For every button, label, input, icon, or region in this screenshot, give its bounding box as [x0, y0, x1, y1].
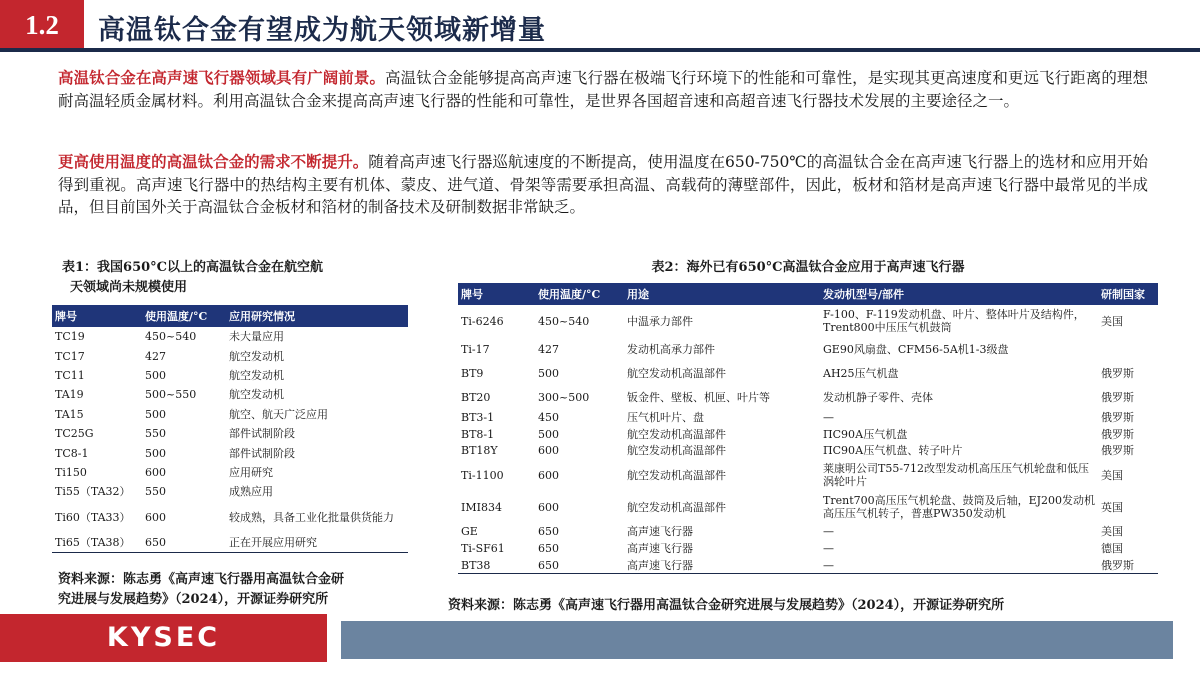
table2-cell [1098, 337, 1158, 361]
table2-cell: 高声速飞行器 [627, 558, 693, 572]
table2-cell: 俄罗斯 [1101, 427, 1134, 441]
table2-cell: BT20 [461, 390, 491, 404]
table1-source-line2: 究进展与发展趋势》（2024），开源证券研究所 [58, 592, 329, 607]
table2-cell: Ti-SF61 [461, 542, 505, 556]
table2-cell: 德国 [1101, 542, 1123, 556]
table1-cell: 500 [145, 407, 166, 421]
table2-cell: 美国 [1101, 525, 1123, 539]
table2-cell: Ti-17 [461, 342, 490, 356]
table2-cell: BT38 [461, 558, 491, 572]
table2-cell: 600 [538, 444, 559, 458]
table1-cell: 600 [145, 511, 166, 525]
table2-cell: 美国 [1101, 314, 1123, 328]
table1-cell: Ti150 [55, 465, 87, 479]
table2-row [458, 385, 1158, 409]
table1-row [52, 346, 408, 365]
table2-cell: 航空发动机高温部件 [627, 366, 726, 380]
table1-row [52, 502, 408, 534]
paragraph-2-body: 随着高声速飞行器巡航速度的不断提高，使用温度在650-750℃的高温钛合金在高声速飞行器上的选材和应用开始得到重视。高声速飞行器中的热结构主要有机体、蒙皮、进气道、骨架等需要承担高温、高载荷的薄壁部件，因此，板材和箔材是高声速飞行器中最常见的半成品，但目前国外关于高温钛合金板材和箔材的制备技术及研制数据非常缺乏。 [58, 153, 1148, 216]
table1-cell: 航空发动机 [229, 388, 284, 402]
table2-header-row [458, 283, 1158, 305]
table1-cell: TA15 [55, 407, 84, 421]
paragraph-2 [58, 151, 1148, 219]
table2-row [458, 361, 1158, 385]
table2-cell: BT3-1 [461, 410, 495, 424]
table2-cell: 650 [538, 558, 559, 572]
table2-cell: 俄罗斯 [1101, 410, 1134, 424]
section-number: 1.2 [0, 0, 84, 50]
table1-caption-line2: 天领域尚未规模使用 [70, 280, 188, 295]
table2-cell: Ti-1100 [461, 468, 504, 482]
table1-cell: TC19 [55, 330, 85, 344]
table2-cell: 发动机静子零件、壳体 [823, 390, 933, 404]
paragraph-1-lead: 高温钛合金在高声速飞行器领域具有广阔前景。 [58, 68, 386, 87]
page-title: 高温钛合金有望成为航天领域新增量 [98, 15, 546, 46]
paragraph-1 [58, 67, 1148, 112]
table1-cell: 航空、航天广泛应用 [229, 407, 328, 421]
table2-cell: GE90风扇盘、CFM56-5A机1-3级盘 [823, 342, 1009, 356]
table1-row [52, 482, 408, 501]
table2-cell: 450~540 [538, 314, 590, 328]
table2-cell: Ti-6246 [461, 314, 504, 328]
footer-bar [341, 621, 1173, 659]
table1-cell: TC11 [55, 368, 85, 382]
table2-cell: 压气机叶片、盘 [627, 410, 704, 424]
table1-source-line1: 资料来源：陈志勇《高声速飞行器用高温钛合金研 [58, 572, 345, 587]
table1-cell: Ti55（TA32） [55, 485, 131, 499]
table1-cell: 航空发动机 [229, 368, 284, 382]
table2-cell: 航空发动机高温部件 [627, 468, 726, 482]
table2-row [458, 305, 1158, 337]
table1-cell: 550 [145, 485, 166, 499]
table2-cell: — [823, 410, 834, 424]
table1-cell: 航空发动机 [229, 349, 284, 363]
table1-row [52, 366, 408, 385]
table2-cell: 航空发动机高温部件 [627, 444, 726, 458]
table2-header-cell: 研制国家 [1098, 283, 1158, 305]
paragraph-1-body: 高温钛合金能够提高高声速飞行器在极端飞行环境下的性能和可靠性，是实现其更高速度和更远飞行距离的理想耐高温轻质金属材料。利用高温钛合金来提高高声速飞行器的性能和可靠性，是世界各国超音速和高超音速飞行器技术发展的主要途径之一。 [58, 69, 1148, 110]
table2-cell: Trent700高压压气机轮盘、鼓筒及后轴，EJ200发动机高压压气机转子，普惠PW350发动机 [823, 494, 1096, 521]
table2-cell: 600 [538, 500, 559, 514]
table2-source: 资料来源：陈志勇《高声速飞行器用高温钛合金研究进展与发展趋势》（2024），开源证券研究所 [448, 598, 1005, 613]
table1-cell: 500~550 [145, 388, 197, 402]
table2-cell: 中温承力部件 [627, 314, 693, 328]
table1-caption-line1: 表1：我国650°C以上的高温钛合金在航空航 [62, 260, 324, 275]
table1-cell: 正在开展应用研究 [229, 536, 317, 550]
table1-header-cell: 牌号 [52, 305, 142, 327]
table2-cell: 美国 [1101, 468, 1123, 482]
table1-row [52, 385, 408, 404]
table2-cell: ПС90А压气机盘 [823, 427, 908, 441]
table2-cell: BT18Y [461, 444, 498, 458]
table2-cell: 钣金件、壁板、机匣、叶片等 [627, 390, 770, 404]
table1-row [52, 424, 408, 443]
kysec-logo: KYSEC [106, 622, 221, 653]
table2-row [458, 540, 1158, 557]
table2-cell: 300~500 [538, 390, 590, 404]
table1-cell: 应用研究 [229, 465, 273, 479]
table2-cell: 500 [538, 366, 559, 380]
table2-row [458, 443, 1158, 460]
table1-header-cell: 使用温度/°C [142, 305, 226, 327]
table1-cell: Ti60（TA33） [55, 511, 131, 525]
slide-header [0, 0, 1200, 50]
table2-header-cell: 使用温度/°C [535, 283, 624, 305]
table1-cell: 成熟应用 [229, 485, 273, 499]
table2-row [458, 523, 1158, 540]
table1-cell: 450~540 [145, 330, 197, 344]
table2-cell: 俄罗斯 [1101, 366, 1134, 380]
paragraph-2-lead: 更高使用温度的高温钛合金的需求不断提升。 [58, 152, 369, 171]
table2-cell: 俄罗斯 [1101, 558, 1134, 572]
table1-cell: TC25G [55, 427, 94, 441]
table2-row [458, 409, 1158, 426]
table2-cell: BT8-1 [461, 427, 495, 441]
table2-cell: 427 [538, 342, 559, 356]
table1-cell: 427 [145, 349, 166, 363]
table1-cell: TA19 [55, 388, 84, 402]
table2-cell: 发动机高承力部件 [627, 342, 715, 356]
table2-row [458, 459, 1158, 491]
table2-cell: 450 [538, 410, 559, 424]
table2-cell: 航空发动机高温部件 [627, 427, 726, 441]
table2-cell: GE [461, 525, 478, 539]
table1-source [58, 570, 428, 610]
table2-cell: 高声速飞行器 [627, 525, 693, 539]
table2-cell: 500 [538, 427, 559, 441]
table2-row [458, 557, 1158, 574]
table2-cell: 600 [538, 468, 559, 482]
table2-cell: F-100、F-119发动机盘、叶片、整体叶片及结构件，Trent800中压压气机鼓筒 [823, 308, 1085, 334]
table1-row [52, 534, 408, 553]
table2-header-cell: 用途 [624, 283, 820, 305]
table2-cell: 英国 [1101, 500, 1123, 514]
header-divider [0, 48, 1200, 52]
table2-cell: — [823, 558, 834, 572]
table1-header-row [52, 305, 408, 327]
table1-header-cell: 应用研究情况 [226, 305, 408, 327]
table2-header-cell: 牌号 [458, 283, 535, 305]
table1-row [52, 405, 408, 424]
table2 [458, 283, 1158, 574]
table2-cell: BT9 [461, 366, 484, 380]
table2-row [458, 491, 1158, 523]
table1-cell: 部件试制阶段 [229, 446, 295, 460]
table1-cell: 500 [145, 446, 166, 460]
table2-cell: IMI834 [461, 500, 502, 514]
table1-row [52, 463, 408, 482]
table2-cell: — [823, 542, 834, 556]
table2-caption: 表2：海外已有650°C高温钛合金应用于高声速飞行器 [651, 260, 965, 275]
table2-cell: 航空发动机高温部件 [627, 500, 726, 514]
table1-caption [62, 258, 412, 298]
table2-cell: 650 [538, 542, 559, 556]
table2-cell: — [823, 525, 834, 539]
table1-cell: 600 [145, 465, 166, 479]
table1-cell: Ti65（TA38） [55, 536, 131, 550]
table1-row [52, 327, 408, 346]
table2-row [458, 337, 1158, 361]
table1 [52, 305, 408, 553]
table2-cell: AH25压气机盘 [823, 366, 899, 380]
table2-cell: ПС90А压气机盘、转子叶片 [823, 444, 963, 458]
table1-cell: TC17 [55, 349, 85, 363]
table2-cell: 莱康明公司T55-712改型发动机高压压气机轮盘和低压涡轮叶片 [823, 462, 1090, 489]
table1-cell: 650 [145, 536, 166, 550]
table2-header-cell: 发动机型号/部件 [820, 283, 1098, 305]
table1-cell: 部件试制阶段 [229, 427, 295, 441]
table1-row [52, 443, 408, 462]
table2-cell: 650 [538, 525, 559, 539]
table2-cell: 俄罗斯 [1101, 390, 1134, 404]
table1-cell: 较成熟，具备工业化批量供货能力 [229, 511, 394, 525]
table2-cell: 高声速飞行器 [627, 542, 693, 556]
table1-cell: TC8-1 [55, 446, 89, 460]
table1-cell: 550 [145, 427, 166, 441]
table1-cell: 未大量应用 [229, 330, 284, 344]
table2-cell: 俄罗斯 [1101, 444, 1134, 458]
table1-cell: 500 [145, 368, 166, 382]
table2-row [458, 426, 1158, 443]
